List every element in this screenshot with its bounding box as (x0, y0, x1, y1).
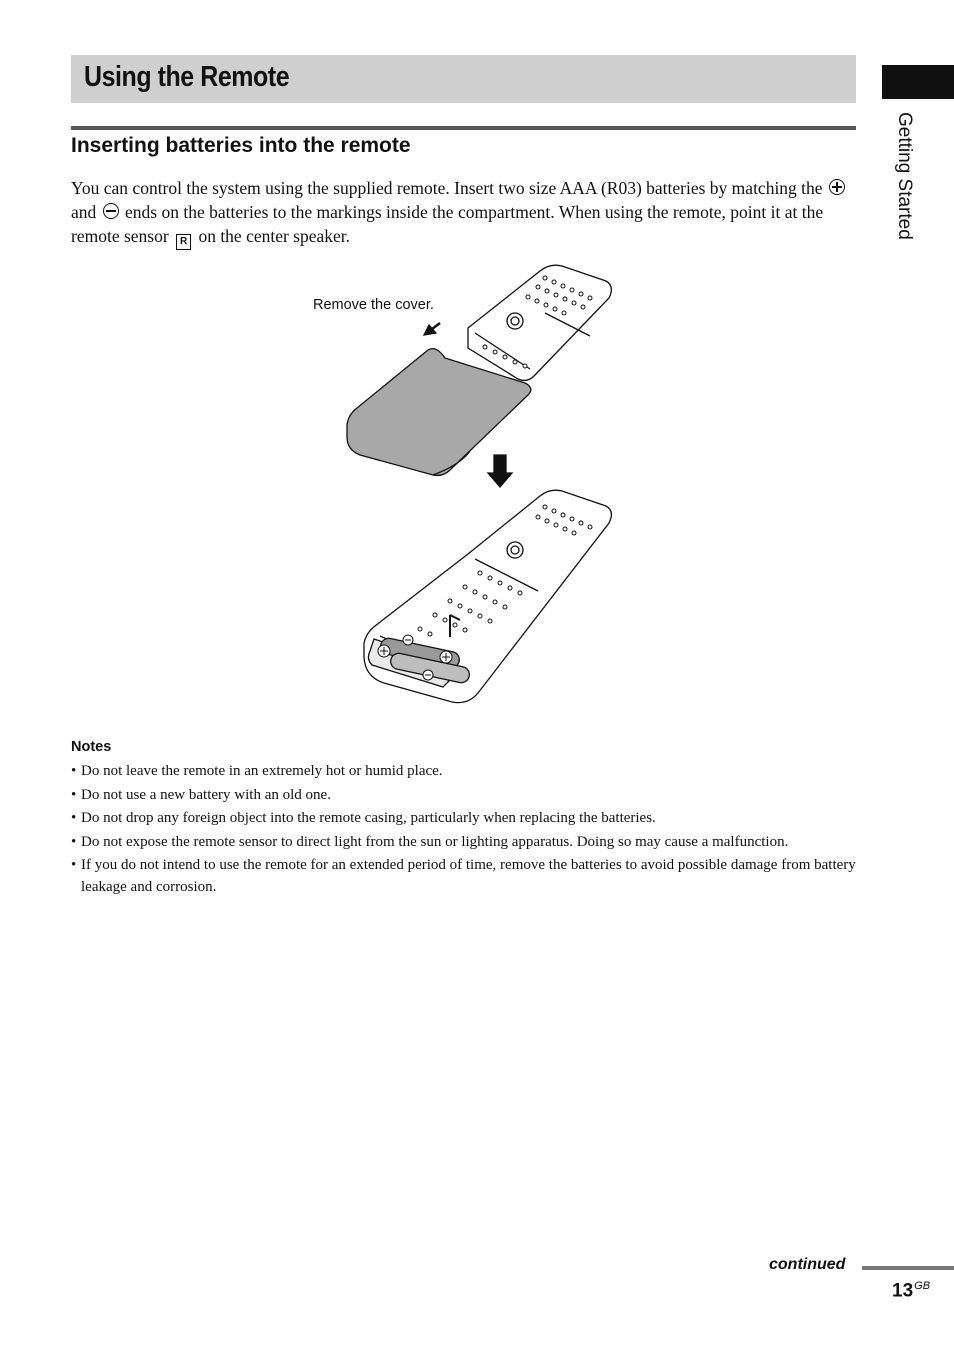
intro-text-and: and (71, 202, 101, 222)
bullet-icon: • (71, 810, 77, 826)
minus-circle-icon (103, 203, 119, 219)
remote-bottom (364, 490, 611, 702)
continued-label: continued (769, 1256, 846, 1273)
bullet-icon: • (71, 857, 77, 873)
bullet-icon: • (71, 786, 77, 803)
side-tab-label: Getting Started (894, 112, 915, 240)
notes-list (71, 760, 861, 900)
list-item: • Do not drop any foreign object into the remote casing, particularly when replacing the batteries. (71, 807, 861, 829)
remote-battery-illustration (300, 255, 630, 710)
list-item: • If you do not intend to use the remote for an extended period of time, remove the batteries to avoid possible damage from battery leakage and corrosion. (71, 854, 861, 898)
side-tab-block (882, 65, 954, 99)
remote-sensor-icon: R (176, 234, 191, 250)
plus-circle-icon (829, 179, 845, 195)
illustration-caption: Remove the cover. (313, 297, 434, 313)
intro-paragraph (71, 176, 861, 250)
page-number: $13^{GB}$ (892, 1280, 931, 1302)
section-rule (71, 126, 856, 130)
list-item: • Do not leave the remote in an extremely hot or humid place. (71, 760, 861, 782)
page-title: Using the Remote (84, 61, 290, 93)
section-heading: Inserting batteries into the remote (71, 134, 411, 157)
bullet-icon: • (71, 833, 77, 850)
intro-text-1: You can control the system using the supplied remote. Insert two size AAA (R03) batteries by matching the (71, 178, 827, 198)
page-region-suffix: GB (914, 1280, 931, 1292)
down-arrow-icon (488, 455, 512, 487)
bullet-icon: • (71, 763, 77, 779)
notes-heading: Notes (71, 739, 112, 755)
continued-rule (862, 1266, 954, 1270)
title-bar (71, 55, 856, 103)
intro-text-3: on the center speaker. (194, 226, 351, 246)
list-item: • Do not expose the remote sensor to direct light from the sun or lighting apparatus. Doing so may cause a malfunction. (71, 831, 861, 853)
intro-text-2: ends on the batteries to the markings inside the compartment. When using the remote, point it at the remote sensor (71, 202, 824, 246)
list-item: • Do not use a new battery with an old one. (71, 784, 861, 806)
